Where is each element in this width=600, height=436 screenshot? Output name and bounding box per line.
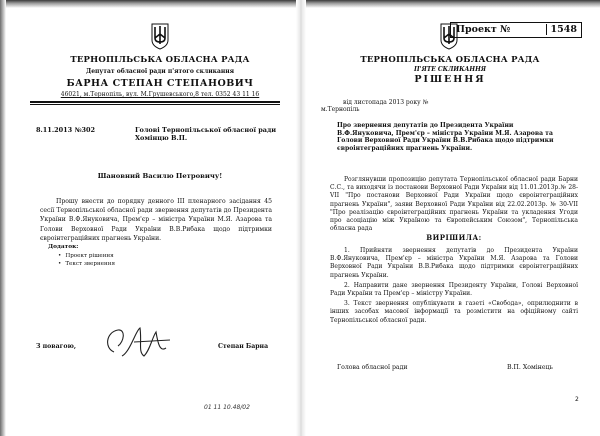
right-decision-items <box>330 247 578 327</box>
right-decided: ВИРІШИЛА: <box>426 233 482 242</box>
left-recipient-line1: Голові Тернопільської обласної ради <box>135 126 277 134</box>
attachment-item: • Проект рішення <box>58 252 115 260</box>
left-handwritten-note: 01 11 10.48/02 <box>204 404 250 411</box>
right-head-label: Голова обласної ради <box>337 364 408 371</box>
project-label: Проект № <box>456 24 511 35</box>
coat-of-arms-trident-icon <box>439 22 459 50</box>
left-signer-name: Степан Барна <box>218 343 269 350</box>
right-date-line: від листопада 2013 року № <box>343 99 429 106</box>
decision-item: 3. Текст звернення опублікувати в газеті «Свобода», оприлюднити в інших засобах масової інформації та розмістити на офіційному сайті Тернопільської обласної ради. <box>330 300 578 324</box>
right-decision-title: РІШЕННЯ <box>414 74 486 85</box>
right-subject: Про звернення депутатів до Президента України В.Ф.Януковича, Прем'єр – міністра України М.Я. Азарова та Голови Верховної Ради України В.В.Рибака щодо підтримки євроінтеграційних прагнень України. <box>337 122 554 152</box>
left-greeting: Шановний Василю Петровичу! <box>97 172 223 180</box>
decision-item: 2. Направити дане звернення Президенту України, Голові Верховної Ради України та Прем'єр – міністру України. <box>330 281 578 298</box>
decision-item: 1. Прийняти звернення депутатів до Президента України В.Ф.Януковича, Прем'єр – міністра України М.Я. Азарова та Голови Верховної Ради України В.В.Рибака щодо підтримки євроінтеграційних прагнень України. <box>330 247 578 279</box>
right-city: м.Тернопіль <box>321 106 360 113</box>
right-preamble: Розглянувши пропозицію депутата Тернопільської обласної ради Барни С.С., та виходячи із постанови Верховної Ради України від 11.01.2013р.№ 28-VII "Про постанови Верховної Ради України щодо євроінтеграційних прагнень України", заяви Верховної Ради України від 22.02.2013р. № 30-VII "Про реалізацію євроінтеграційних прагнень України та укладення Угоди про асоціацію між Україною та Європейським Союзом", Тернопільська обласна рада <box>330 176 578 233</box>
left-address: 46021, м.Тернопіль, вул. М.Грушевського,8 тел. 0352 43 11 16 <box>60 91 260 98</box>
right-org-name: ТЕРНОПІЛЬСЬКА ОБЛАСНА РАДА <box>360 55 540 65</box>
left-attachments-label: Додаток: <box>48 244 79 250</box>
page-number: 2 <box>575 396 579 403</box>
right-head-name: В.П. Хомінець <box>507 364 553 371</box>
left-header-rule <box>30 101 280 103</box>
left-regards: З повагою, <box>36 343 76 350</box>
left-letter-body: Прошу внести до порядку денного ІІІ пленарного засідання 45 сесії Тернопільської обласної ради звернення депутатів до Президента України В.Ф.Януковича, Прем'єр – міністра України М.Я. Азарова та Голови Верховної Ради України В.В.Рибака щодо підтримки євроінтеграційних прагнень України. <box>40 198 272 242</box>
right-convocation: П'ЯТЕ СКЛИКАННЯ <box>413 66 487 73</box>
project-number-box <box>450 22 582 38</box>
left-date-number: 8.11.2013 №302 <box>36 126 96 134</box>
left-attachments-list <box>48 252 115 268</box>
left-header-rule-thin <box>30 104 280 105</box>
left-deputy-subtitle: Депутат обласної ради п'ятого скликання <box>85 68 235 75</box>
coat-of-arms-trident-icon <box>150 22 170 50</box>
left-org-name: ТЕРНОПІЛЬСЬКА ОБЛАСНА РАДА <box>70 55 250 65</box>
page-fold <box>296 0 306 436</box>
left-recipient-line2: Хомінцю В.П. <box>135 134 188 142</box>
handwritten-signature <box>100 322 180 364</box>
scan-edge-left <box>0 0 6 436</box>
attachment-item: • Текст звернення <box>58 260 115 268</box>
project-number: 1548 <box>546 24 577 35</box>
left-deputy-name: БАРНА СТЕПАН СТЕПАНОВИЧ <box>66 78 254 89</box>
